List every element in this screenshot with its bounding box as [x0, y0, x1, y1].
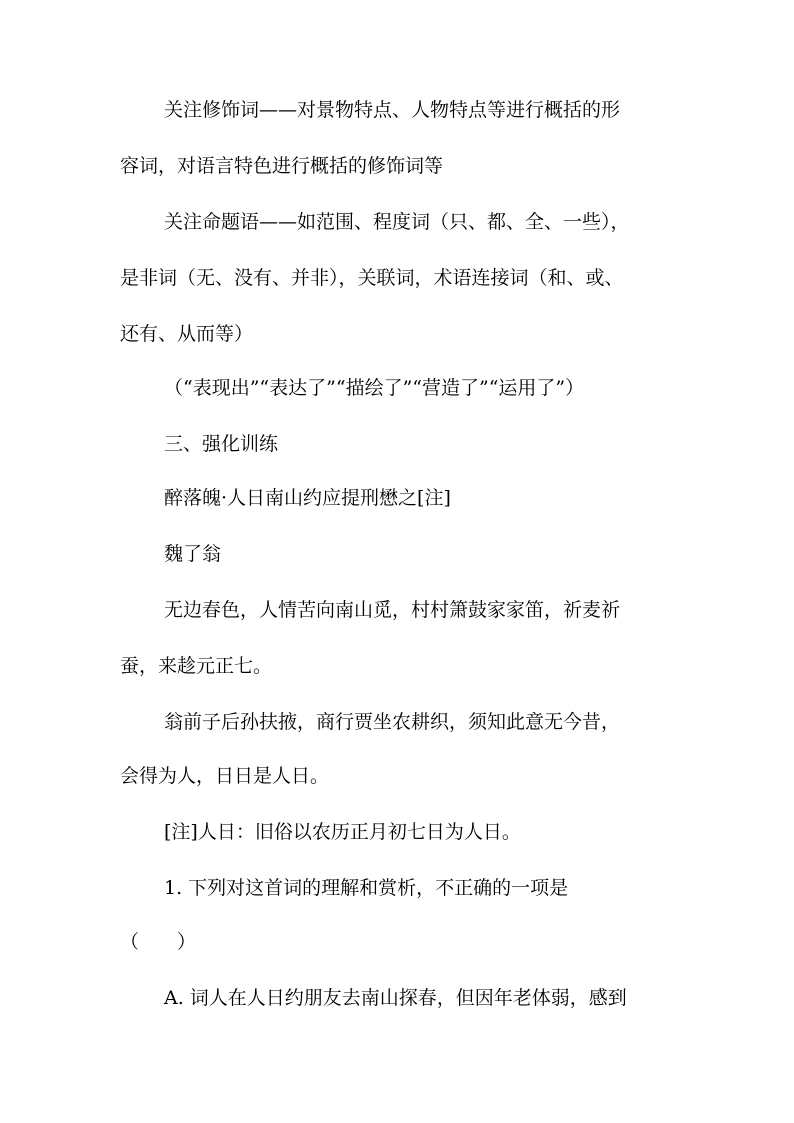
paragraph-line: 还有、从而等） [120, 323, 254, 345]
poem-line: 无边春色，人情苦向南山觅，村村箫鼓家家笛，祈麦祈 [164, 599, 621, 621]
option-a: A. 词人在人日约朋友去南山探春，但因年老体弱，感到 [164, 987, 627, 1009]
paragraph-line: 容词，对语言特色进行概括的修饰词等 [120, 155, 444, 177]
poem-line: 翁前子后孙扶掖，商行贾坐农耕织，须知此意无今昔， [164, 711, 621, 733]
poem-author: 魏了翁 [164, 543, 222, 565]
paragraph-line: 关注修饰词——对景物特点、人物特点等进行概括的形 [164, 99, 621, 121]
poem-line: 蚕，来趁元正七。 [120, 655, 273, 677]
poem-line: 会得为人，日日是人日。 [120, 765, 330, 787]
paragraph-line: （“表现出”“表达了”“描绘了”“营造了”“运用了”） [164, 377, 585, 399]
annotation-note: [注]人日：旧俗以农历正月初七日为人日。 [164, 821, 521, 843]
question-stem: 1. 下列对这首词的理解和赏析，不正确的一项是 [164, 877, 569, 899]
section-heading: 三、强化训练 [164, 433, 279, 455]
poem-title: 醉落魄·人日南山约应提刑懋之[注] [164, 487, 451, 509]
answer-blank: （ ） [120, 931, 197, 953]
paragraph-line: 是非词（无、没有、并非），关联词，术语连接词（和、或、 [120, 267, 624, 289]
paragraph-line: 关注命题语——如范围、程度词（只、都、全、一些）， [164, 211, 630, 233]
